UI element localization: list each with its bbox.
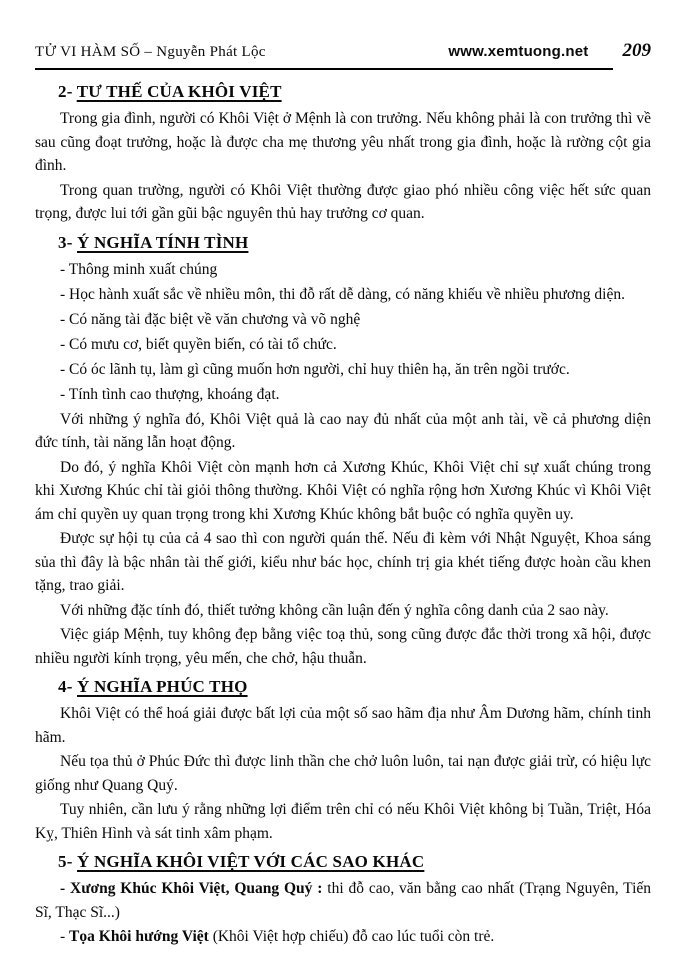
section-title: TƯ THẾ CỦA KHÔI VIỆT xyxy=(76,82,282,101)
book-title: TỬ VI HÀM SỐ – Nguyễn Phát Lộc xyxy=(35,44,266,60)
section-heading-2 xyxy=(58,80,651,104)
section-title: Ý NGHĨA KHÔI VIỆT VỚI CÁC SAO KHÁC xyxy=(77,852,425,871)
bold-lead: Tọa Khôi hướng Việt xyxy=(69,928,209,945)
paragraph: Trong quan trường, người có Khôi Việt thường được giao phó nhiều công việc hết sức quan trọng, được lui tới gần gũi bậc nguyên thủ hay trưởng cơ quan. xyxy=(35,181,651,222)
page-content xyxy=(35,75,651,950)
paragraph: Nếu tọa thủ ở Phúc Đức thì được linh thần che chở luôn luôn, tai nạn được giải trừ, có hiệu lực giống như Quang Quý. xyxy=(35,753,651,794)
paragraph-star-combination xyxy=(35,925,651,949)
list-item: - Có mưu cơ, biết quyền biến, có tài tổ chức. xyxy=(60,335,337,353)
section-number: 2- xyxy=(58,82,77,101)
page-header xyxy=(35,40,651,62)
list-item: - Học hành xuất sắc về nhiều môn, thi đỗ rất dễ dàng, có năng khiếu về nhiều phương diện. xyxy=(60,285,625,303)
section-number: 3- xyxy=(58,232,78,252)
section-title: Ý NGHĨA TÍNH TÌNH xyxy=(77,232,249,252)
website-url: www.xemtuong.net xyxy=(448,43,589,60)
paragraph: Với những đặc tính đó, thiết tưởng không cần luận đến ý nghĩa công danh của 2 sao này. xyxy=(60,601,609,619)
paragraph: Khôi Việt có thể hoá giải được bất lợi của một số sao hãm địa như Âm Dương hãm, chính tinh hãm. xyxy=(35,705,651,746)
header-rule xyxy=(35,68,613,70)
paragraph: Với những ý nghĩa đó, Khôi Việt quả là cao nay đủ nhất của một anh tài, về cả phương diện đức tính, tài năng lẫn hoạt động. xyxy=(35,410,651,451)
dash-prefix: - xyxy=(60,928,70,945)
page-number: 209 xyxy=(622,40,651,61)
paragraph: Tuy nhiên, cần lưu ý rằng những lợi điểm trên chỉ có nếu Khôi Việt không bị Tuần, Triệt, Hóa Kỵ, Thiên Hình và sát tinh xâm phạm. xyxy=(35,801,651,842)
section-number: 4- xyxy=(58,677,78,696)
paragraph-rest: thi đỗ cao, văn bằng cao nhất (Trạng Nguyên, Tiến Sĩ, Thạc Sĩ...) xyxy=(35,880,651,921)
paragraph: Trong gia đình, người có Khôi Việt ở Mệnh là con trưởng. Nếu không phải là con trưởng thì về sau cũng đoạt trưởng, hoặc là được cha mẹ thương yêu nhất trong gia đình, hoặc là rường cột gia đình. xyxy=(35,110,651,174)
list-item: - Có năng tài đặc biệt về văn chương và võ nghệ xyxy=(60,310,361,328)
section-heading-5 xyxy=(58,850,651,874)
section-heading-4 xyxy=(58,675,651,699)
header-right xyxy=(448,40,651,62)
section-heading-3 xyxy=(58,231,651,255)
paragraph: Việc giáp Mệnh, tuy không đẹp bằng việc toạ thủ, song cũng được đắc thời trong xã hội, được nhiều người kính trọng, yêu mến, che chở, hậu thuẫn. xyxy=(35,626,651,667)
paragraph-rest: (Khôi Việt hợp chiếu) đỗ cao lúc tuổi còn trẻ. xyxy=(208,928,495,945)
list-item: - Có óc lãnh tụ, làm gì cũng muốn hơn người, chỉ huy thiên hạ, ăn trên ngồi trước. xyxy=(60,360,570,378)
section-title: Ý NGHĨA PHÚC THỌ xyxy=(77,677,248,696)
paragraph: Được sự hội tụ của cả 4 sao thì con người quán thế. Nếu đi kèm với Nhật Nguyệt, Khoa sáng sủa thì đây là bậc nhân tài thế giới, kiểu như bác học, chính trị gia khét tiếng được hoàn cầu khen tặng, trao giải. xyxy=(35,530,651,594)
bold-lead: - Xương Khúc Khôi Việt, Quang Quý : xyxy=(60,880,328,897)
paragraph-star-combination xyxy=(35,877,651,924)
paragraph: Do đó, ý nghĩa Khôi Việt còn mạnh hơn cả Xương Khúc, Khôi Việt chỉ sự xuất chúng trong khi Xương Khúc chỉ tài giỏi thông thường. Khôi Việt có nghĩa rộng hơn Xương Khúc vì Khôi Việt ám chỉ quyền uy quan trọng trong khi Xương Khúc không bắt buộc có nghĩa quyền uy. xyxy=(35,458,651,523)
list-item: - Thông minh xuất chúng xyxy=(60,260,218,278)
section-number: 5- xyxy=(58,852,78,871)
list-item: - Tính tình cao thượng, khoáng đạt. xyxy=(60,385,280,403)
